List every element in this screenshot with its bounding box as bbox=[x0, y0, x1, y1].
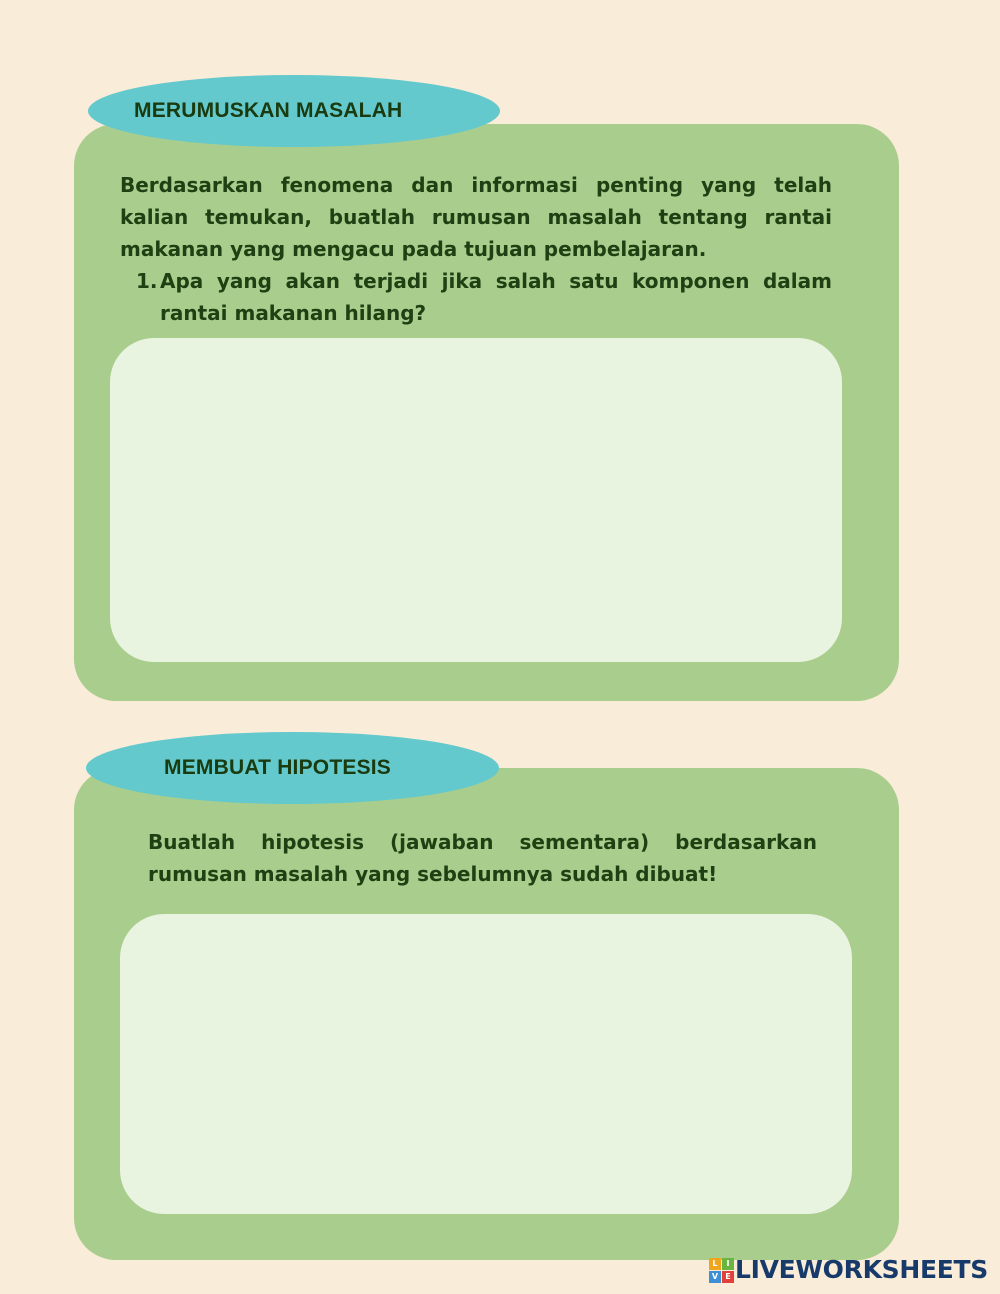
problem-answer-field[interactable] bbox=[110, 338, 842, 662]
hypothesis-instruction: Buatlah hipotesis (jawaban sementara) berdasarkan rumusan masalah yang sebelumnya sudah dibuat! bbox=[148, 830, 817, 886]
question-text: Apa yang akan terjadi jika salah satu komponen dalam rantai makanan hilang? bbox=[160, 269, 832, 325]
problem-formulation-title: MERUMUSKAN MASALAH bbox=[134, 99, 403, 122]
question-list-item bbox=[136, 265, 832, 329]
hypothesis-tab bbox=[86, 732, 499, 804]
hypothesis-title: MEMBUAT HIPOTESIS bbox=[164, 756, 392, 779]
hypothesis-answer-field[interactable] bbox=[120, 914, 852, 1214]
problem-formulation-intro: Berdasarkan fenomena dan informasi penting yang telah kalian temukan, buatlah rumusan masalah tentang rantai makanan yang mengacu pada tujuan pembelajaran. bbox=[120, 173, 832, 261]
logo-tile-e: E bbox=[722, 1271, 734, 1283]
logo-tile-i: I bbox=[722, 1258, 734, 1270]
question-number: 1. bbox=[136, 269, 158, 293]
liveworksheets-brand bbox=[709, 1255, 988, 1284]
problem-formulation-tab bbox=[88, 75, 500, 147]
logo-tile-v: V bbox=[709, 1271, 721, 1283]
liveworksheets-logo-icon bbox=[709, 1258, 733, 1282]
logo-tile-l: L bbox=[709, 1258, 721, 1270]
liveworksheets-wordmark: LIVEWORKSHEETS bbox=[734, 1255, 988, 1284]
